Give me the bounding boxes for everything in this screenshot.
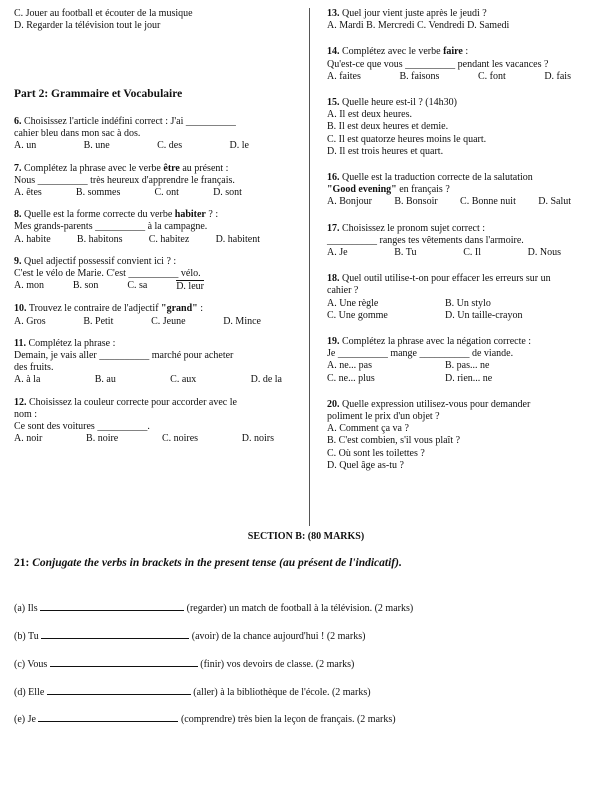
question-text: Quel outil utilise-t-on pour effacer les erreurs sur un	[342, 273, 551, 285]
option-b: B. pas... ne	[445, 360, 490, 372]
option-c: C. Où sont les toilettes ?	[327, 447, 425, 459]
part-2-title: Part 2: Grammaire et Vocabulaire	[14, 88, 183, 100]
question-text-end: :	[462, 46, 469, 58]
question-number: 16.	[327, 172, 340, 184]
question-text: Quel adjectif possessif convient ici ? :	[24, 255, 177, 267]
option-a: A. ne... pas	[327, 360, 372, 372]
question-text-cont: cahier bleu dans mon sac à dos.	[14, 128, 141, 140]
question-text: Quelle est la forme correcte du verbe	[24, 209, 175, 221]
option-c: C. font	[477, 70, 506, 82]
conjugation-item-b	[14, 629, 365, 643]
option-c: C. des	[157, 140, 183, 152]
question-number: 20.	[327, 398, 340, 410]
question-21-heading	[14, 557, 402, 569]
question-text: Quelle heure est-il ? (14h30)	[342, 97, 457, 109]
option-c: C. Il	[463, 247, 481, 259]
question-number: 18.	[327, 273, 340, 285]
question-number: 17.	[327, 222, 340, 234]
option-b: B. habitons	[76, 233, 123, 245]
question-11	[14, 338, 290, 387]
question-text-cont: __________ ranges tes vêtements dans l'armoire.	[327, 234, 524, 246]
right-column	[327, 8, 603, 482]
question-20	[327, 399, 603, 472]
question-number: 11.	[14, 337, 26, 349]
verb: être	[163, 162, 180, 174]
question-text-cont: Ce sont des voitures __________.	[14, 421, 150, 433]
subject: (d) Elle	[14, 687, 45, 698]
question-text-cont: poliment le prix d'un objet ?	[327, 411, 440, 423]
prompt: (regarder) un match de football à la télévision. (2 marks)	[186, 603, 414, 614]
option-a: A. êtes	[14, 187, 42, 199]
left-column	[14, 8, 290, 42]
question-number: 7.	[14, 162, 22, 174]
question-text: Complétez la phrase avec le verbe	[24, 162, 164, 174]
question-number: 19.	[327, 336, 340, 348]
section-b-heading: SECTION B: (80 MARKS)	[247, 531, 365, 542]
question-text-cont: Je __________ mange __________ de viande.	[327, 348, 514, 360]
question-text: Quelle expression utilisez-vous pour demander	[342, 398, 531, 410]
question-text-end: :	[197, 303, 203, 315]
option-b: B. Il est deux heures et demie.	[327, 121, 449, 133]
option-b: B. C'est combien, s'il vous plaît ?	[327, 435, 461, 447]
question-19	[327, 336, 603, 385]
verb: faire	[443, 46, 463, 58]
question-number: 12.	[14, 396, 27, 408]
option-a: A. Bonjour	[327, 196, 372, 208]
question-text: Complétez la phrase avec la négation correcte :	[342, 336, 532, 348]
option-c: C. Il est quatorze heures moins le quart.	[327, 133, 487, 145]
option-a: A. faites	[327, 70, 361, 82]
answer-blank[interactable]	[50, 657, 198, 667]
question-10	[14, 303, 290, 327]
question-number: 8.	[14, 209, 22, 221]
answer-blank[interactable]	[38, 712, 178, 722]
question-text-end: en français ?	[396, 184, 450, 196]
option-a: A. mon	[14, 280, 44, 292]
option-d: D. habitent	[215, 233, 260, 245]
question-text: Conjugate the verbs in brackets in the present tense (au présent de l'indicatif).	[32, 557, 402, 569]
options-line: A. Mardi B. Mercredi C. Vendredi D. Samedi	[327, 20, 510, 32]
question-6	[14, 116, 290, 153]
option-b: B. au	[94, 374, 116, 386]
question-14	[327, 46, 603, 83]
option-c: C. Jouer au football et écouter de la musique	[14, 8, 193, 19]
option-d: D. Il est trois heures et quart.	[327, 145, 444, 157]
conjugation-item-c	[14, 657, 354, 671]
option-b: B. noire	[86, 433, 119, 445]
option-b: B. Tu	[394, 247, 417, 259]
question-8	[14, 209, 290, 246]
option-d: D. Quel âge as-tu ?	[327, 459, 404, 471]
option-c: C. Bonne nuit	[460, 196, 516, 208]
option-c: C. noires	[161, 433, 199, 445]
option-d: D. rien... ne	[445, 372, 493, 384]
question-text-cont: Nous __________ très heureux d'apprendre le français.	[14, 174, 235, 186]
option-b: B. faisons	[399, 70, 440, 82]
question-text-cont: cahier ?	[327, 285, 359, 297]
option-d: D. Regarder la télévision tout le jour	[14, 20, 161, 32]
question-text: Choisissez l'article indéfini correct : J'ai __________	[24, 116, 236, 127]
left-questions	[14, 116, 290, 455]
conjugation-item-a	[14, 601, 413, 615]
question-text-cont: Mes grands-parents __________ à la campagne.	[14, 221, 208, 233]
question-16	[327, 172, 603, 209]
phrase: "Good evening"	[327, 184, 397, 196]
prompt: (finir) vos devoirs de classe. (2 marks)	[200, 659, 355, 670]
question-number: 14.	[327, 46, 340, 58]
prompt: (aller) à la bibliothèque de l'école. (2 marks)	[193, 687, 371, 698]
option-a: A. Comment ça va ?	[327, 423, 409, 435]
prompt: (avoir) de la chance aujourd'hui ! (2 marks)	[191, 631, 366, 642]
question-13	[327, 8, 603, 32]
subject: (e) Je	[14, 714, 36, 725]
question-15	[327, 97, 603, 158]
option-d: D. sont	[213, 187, 242, 199]
question-text-cont: C'est le vélo de Marie. C'est __________ vélo.	[14, 268, 201, 280]
question-text-cont: Demain, je vais aller __________ marché pour acheter	[14, 350, 234, 362]
conjugation-item-d	[14, 685, 371, 699]
answer-blank[interactable]	[41, 629, 189, 639]
option-c: C. sa	[127, 280, 148, 292]
subject: (a) Ils	[14, 603, 38, 614]
option-d: D. fais	[544, 70, 571, 82]
option-c: C. Jeune	[151, 315, 186, 327]
option-a: A. Gros	[14, 315, 46, 327]
option-a: A. noir	[14, 433, 43, 445]
option-c: C. ont	[154, 187, 179, 199]
question-number: 15.	[327, 97, 340, 109]
option-b: B. Petit	[83, 315, 114, 327]
question-17	[327, 223, 603, 260]
option-c: C. Une gomme	[327, 309, 388, 321]
question-7	[14, 163, 290, 200]
verb: habiter	[174, 209, 206, 221]
option-b: B. son	[72, 280, 99, 292]
adjective: "grand"	[161, 303, 198, 315]
option-a: A. habite	[14, 233, 51, 245]
question-number: 13.	[327, 8, 340, 19]
question-number: 21:	[14, 557, 30, 569]
option-d: D. Un taille-crayon	[445, 309, 523, 321]
option-b: B. Bonsoir	[394, 196, 438, 208]
question-number: 6.	[14, 116, 22, 127]
option-d: D. le	[229, 140, 249, 152]
option-c: C. ne... plus	[327, 372, 375, 384]
option-b: B. Un stylo	[445, 297, 491, 309]
option-d: D. noirs	[241, 433, 274, 445]
option-d: D. Salut	[538, 196, 571, 208]
question-text-cont: nom :	[14, 408, 38, 420]
option-a: A. un	[14, 140, 37, 152]
option-c: C. habitez	[148, 233, 190, 245]
conjugation-item-e	[14, 712, 396, 726]
question-12	[14, 397, 290, 446]
question-text: Complétez la phrase :	[28, 337, 116, 349]
option-a: A. à la	[14, 374, 41, 386]
question-text: Choisissez le pronom sujet correct :	[342, 222, 486, 234]
option-c: C. aux	[170, 374, 197, 386]
question-text: Quelle est la traduction correcte de la salutation	[342, 172, 533, 184]
question-number: 9.	[14, 255, 22, 267]
question-number: 10.	[14, 303, 27, 315]
question-text: Quel jour vient juste après le jeudi ?	[342, 8, 487, 19]
answer-blank[interactable]	[40, 601, 184, 611]
option-b: B. une	[83, 140, 110, 152]
option-b: B. sommes	[75, 187, 121, 199]
option-d: D. Nous	[527, 247, 561, 259]
option-d: D. leur	[176, 281, 204, 293]
question-text-end: au présent :	[179, 162, 229, 174]
prompt: (comprendre) très bien la leçon de français. (2 marks)	[180, 714, 396, 725]
question-text-cont: Qu'est-ce que vous __________ pendant les vacances ?	[327, 58, 549, 70]
answer-blank[interactable]	[47, 685, 191, 695]
option-d: D. Mince	[223, 315, 261, 327]
subject: (b) Tu	[14, 631, 39, 642]
question-text: Choisissez la couleur correcte pour accorder avec le	[29, 396, 237, 408]
question-text: Complétez avec le verbe	[342, 46, 444, 58]
option-a: A. Une règle	[327, 297, 379, 309]
question-text-end: ? :	[205, 209, 219, 221]
option-a: A. Il est deux heures.	[327, 109, 412, 121]
subject: (c) Vous	[14, 659, 48, 670]
question-text-cont: des fruits.	[14, 362, 54, 374]
option-d: D. de la	[250, 374, 282, 386]
column-divider	[309, 8, 310, 526]
option-a: A. Je	[327, 247, 348, 259]
question-5-remaining-options	[14, 8, 290, 32]
question-text: Trouvez le contraire de l'adjectif	[28, 303, 162, 315]
question-18	[327, 273, 603, 322]
question-9	[14, 256, 290, 294]
